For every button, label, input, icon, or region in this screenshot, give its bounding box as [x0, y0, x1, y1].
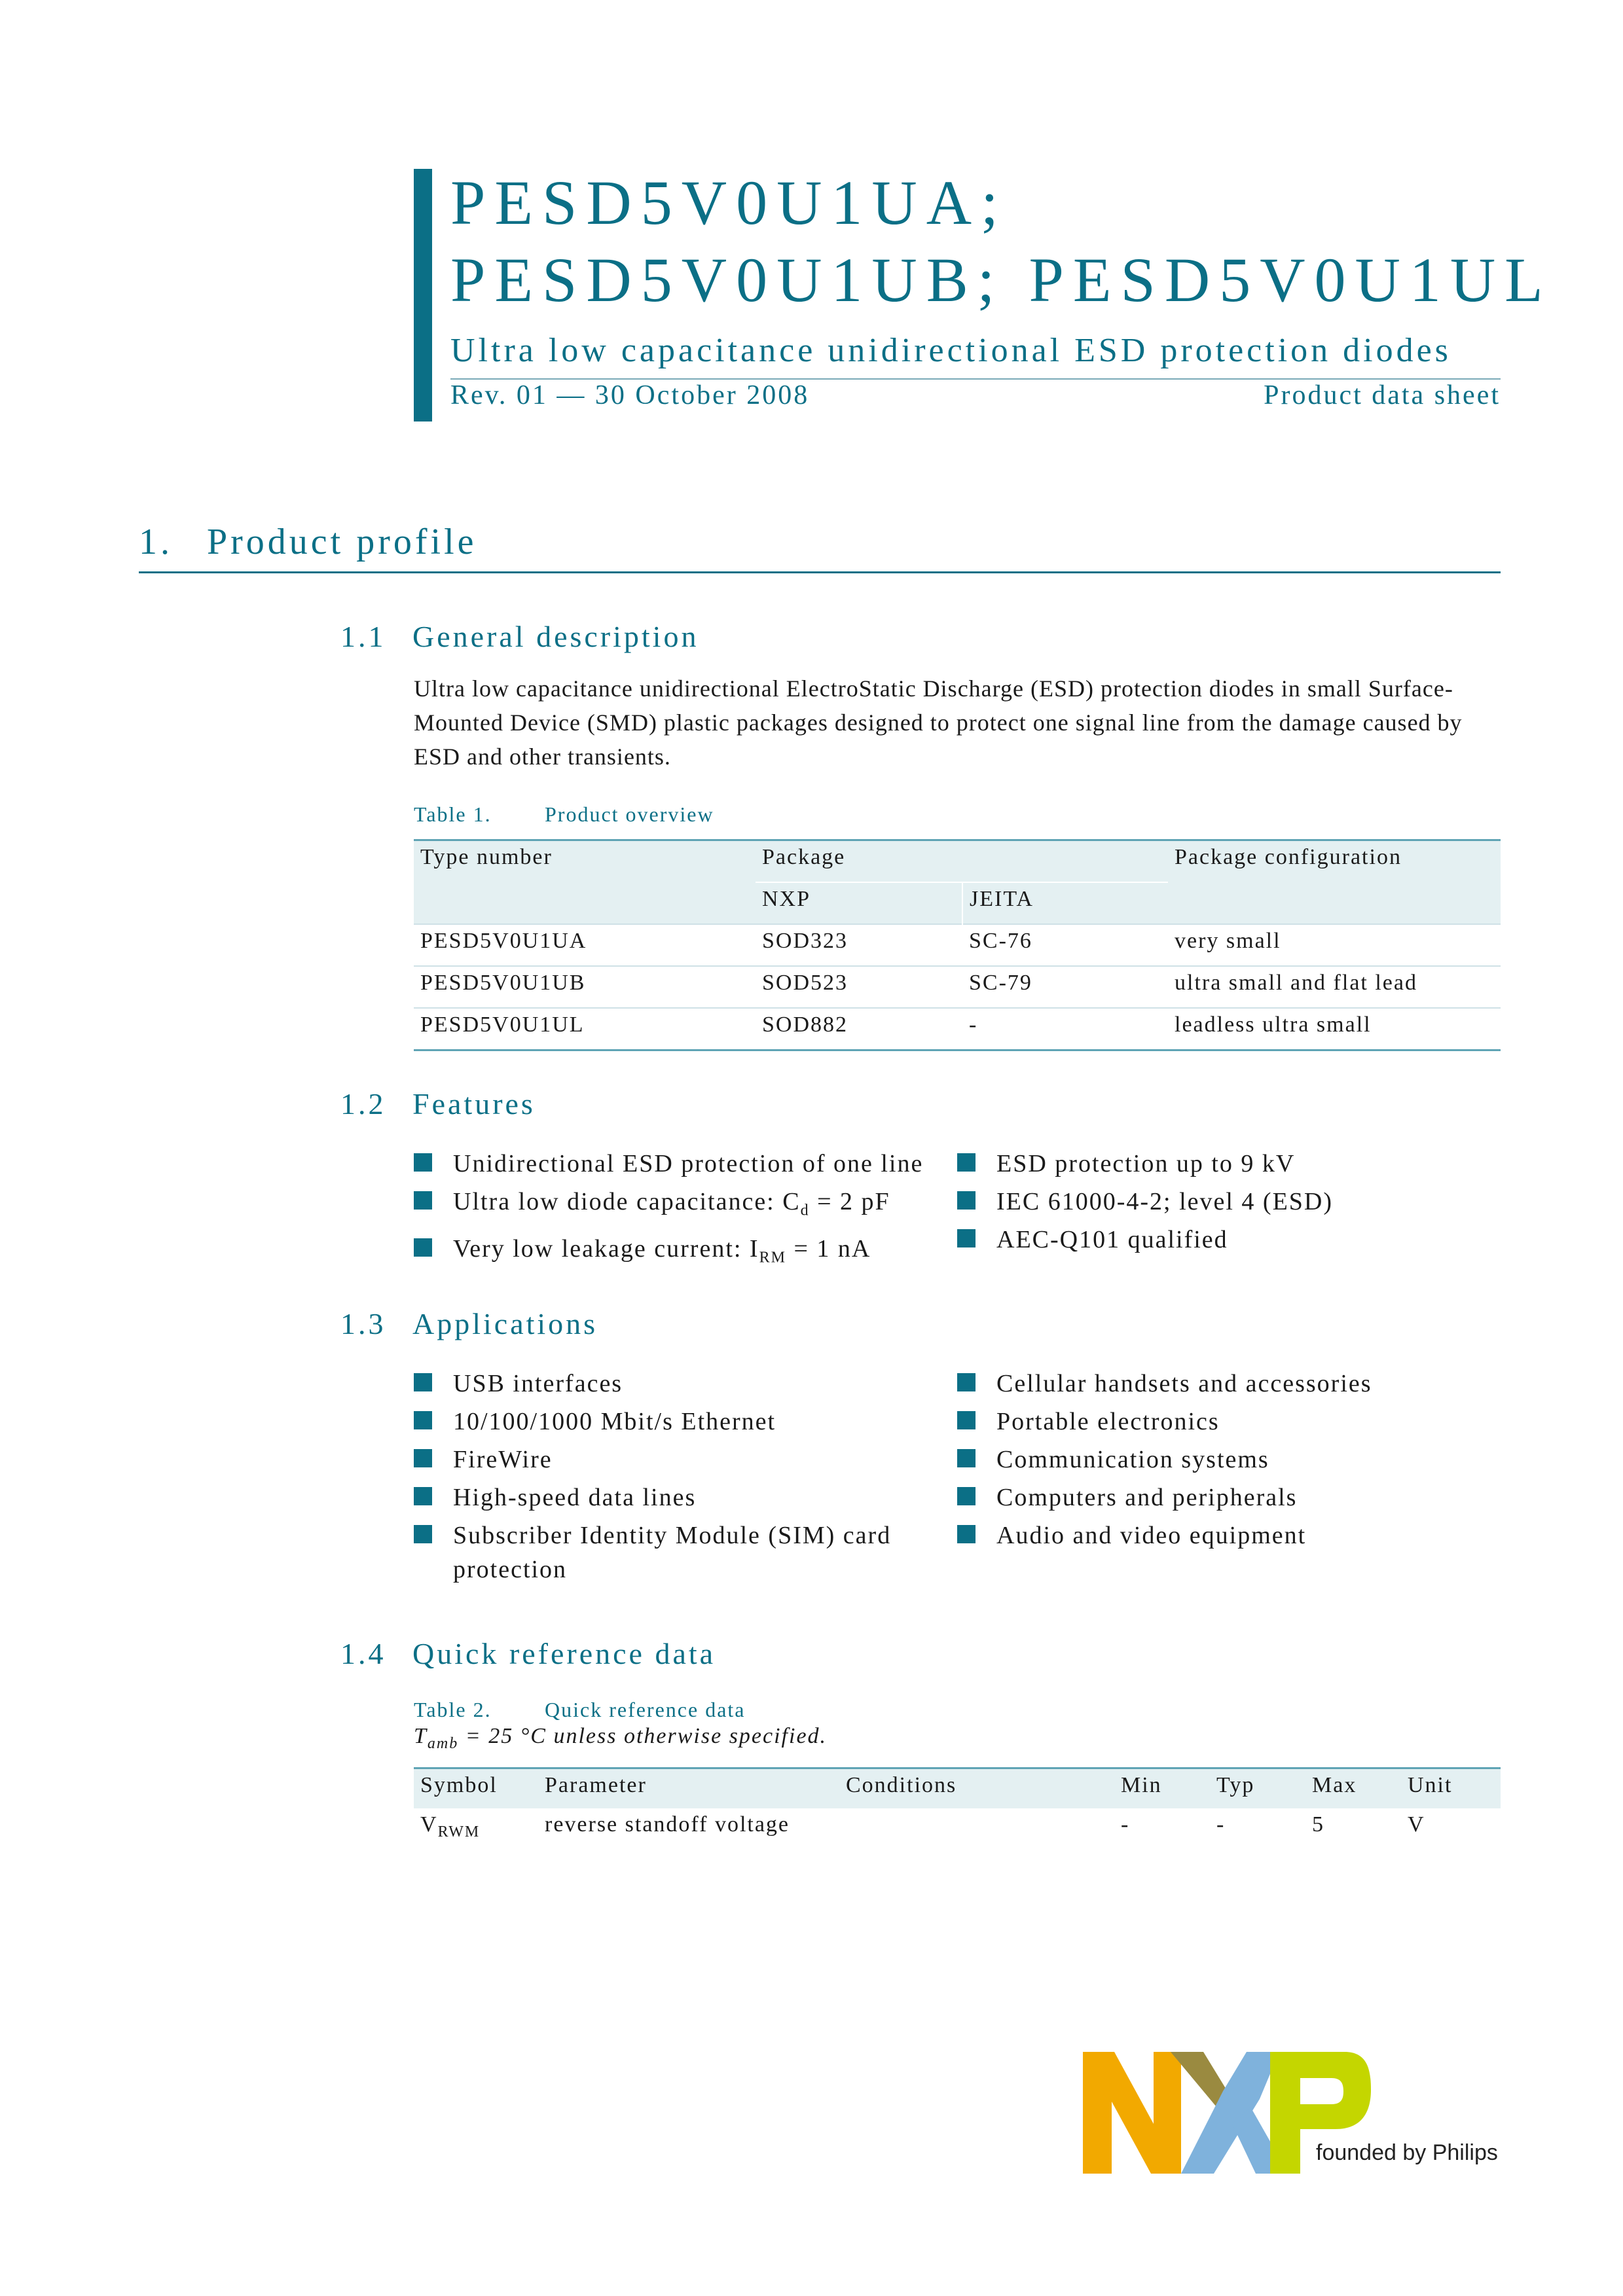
header-max: Max	[1305, 1768, 1401, 1809]
doc-subtitle: Ultra low capacitance unidirectional ESD protection diodes	[450, 332, 1451, 369]
list-item	[414, 1518, 931, 1587]
general-description-text: Ultra low capacitance unidirectional ElectroStatic Discharge (ESD) protection diodes in small Surface-Mounted Device (SMD) plastic packages designed to protect one signal line from the damage caused by ESD and other transients.	[414, 675, 1463, 770]
table-row	[414, 1808, 1501, 1849]
applications-list-right	[957, 1367, 1501, 1556]
header-unit: Unit	[1401, 1768, 1501, 1809]
subsection-title: Features	[412, 1087, 536, 1121]
cell-max: 5	[1312, 1812, 1324, 1837]
list-item-text: ESD protection up to 9 kV	[996, 1150, 1296, 1177]
table2-caption	[414, 1698, 745, 1722]
applications-list-left	[414, 1367, 931, 1590]
subsection-heading-general-description	[340, 619, 699, 654]
list-item-text-tail: = 2 pF	[809, 1188, 890, 1215]
square-bullet-icon	[957, 1373, 976, 1391]
table2-condition-note	[414, 1724, 827, 1753]
list-item	[957, 1480, 1501, 1515]
table-caption-text: Quick reference data	[545, 1698, 746, 1721]
cell-min: -	[1121, 1812, 1130, 1837]
features-list-left	[414, 1147, 951, 1278]
list-item-text: Ultra low diode capacitance: C	[453, 1188, 801, 1215]
list-item	[957, 1185, 1501, 1219]
list-item	[414, 1367, 931, 1401]
square-bullet-icon	[957, 1191, 976, 1210]
cell-nxp: SOD882	[756, 1008, 962, 1050]
cell-symbol	[414, 1808, 538, 1849]
subscript: RM	[759, 1249, 786, 1266]
header-min: Min	[1114, 1768, 1210, 1809]
list-item-text: Computers and peripherals	[996, 1484, 1298, 1511]
list-item-text: High-speed data lines	[453, 1484, 697, 1511]
subsection-heading-features	[340, 1086, 536, 1121]
section-divider	[139, 571, 1501, 573]
header-type-number: Type number	[414, 840, 756, 925]
list-item	[957, 1367, 1501, 1401]
header-typ: Typ	[1210, 1768, 1305, 1809]
list-item-text: IEC 61000-4-2; level 4 (ESD)	[996, 1188, 1334, 1215]
list-item-text: Portable electronics	[996, 1408, 1220, 1435]
product-overview-table	[414, 839, 1501, 1051]
subscript: RWM	[437, 1823, 481, 1840]
square-bullet-icon	[957, 1487, 976, 1505]
subscript: amb	[427, 1734, 459, 1752]
list-item-text: Very low leakage current: I	[453, 1234, 759, 1263]
subsection-heading-applications	[340, 1306, 598, 1341]
square-bullet-icon	[414, 1191, 432, 1210]
doc-title-line-1: PESD5V0U1UA;	[450, 168, 1008, 238]
condition-text: = 25 °C unless otherwise specified.	[458, 1724, 828, 1748]
list-item-text: Cellular handsets and accessories	[996, 1370, 1372, 1397]
square-bullet-icon	[414, 1238, 432, 1257]
list-item	[414, 1147, 951, 1181]
section-heading	[139, 521, 477, 563]
section-title: Product profile	[207, 522, 477, 562]
square-bullet-icon	[957, 1525, 976, 1543]
list-item	[957, 1147, 1501, 1181]
cell-jeita: SC-79	[962, 966, 1168, 1008]
square-bullet-icon	[414, 1487, 432, 1505]
subsection-title: Quick reference data	[412, 1637, 716, 1670]
subsection-title: General description	[412, 620, 699, 653]
cell-type: PESD5V0U1UA	[414, 924, 756, 966]
cell-unit: V	[1408, 1812, 1425, 1837]
cell-jeita: SC-76	[962, 924, 1168, 966]
table1-caption	[414, 802, 714, 827]
quick-reference-table	[414, 1767, 1501, 1849]
cell-typ: -	[1216, 1812, 1226, 1837]
list-item	[414, 1232, 951, 1275]
square-bullet-icon	[414, 1525, 432, 1543]
square-bullet-icon	[957, 1449, 976, 1467]
logo-tagline: founded by Philips	[1316, 2140, 1498, 2165]
condition-symbol: T	[414, 1724, 428, 1748]
cell-config: very small	[1168, 924, 1501, 966]
table-caption-text: Product overview	[545, 802, 714, 826]
square-bullet-icon	[957, 1153, 976, 1172]
table-row	[414, 924, 1501, 966]
cell-config: leadless ultra small	[1168, 1008, 1501, 1050]
list-item-text: Subscriber Identity Module (SIM) card protection	[453, 1522, 892, 1583]
header-package: Package	[756, 840, 1168, 883]
header-package-configuration: Package configuration	[1168, 840, 1501, 925]
doc-type: Product data sheet	[1264, 380, 1501, 410]
cell-nxp: SOD323	[756, 924, 962, 966]
list-item	[957, 1223, 1501, 1257]
list-item-text: USB interfaces	[453, 1370, 623, 1397]
square-bullet-icon	[957, 1411, 976, 1429]
list-item	[957, 1518, 1501, 1552]
subscript: d	[800, 1202, 810, 1219]
table-row	[414, 1008, 1501, 1050]
header-nxp: NXP	[756, 882, 962, 924]
list-item-text: FireWire	[453, 1446, 553, 1473]
cell-jeita: -	[962, 1008, 1168, 1050]
doc-title-line-2: PESD5V0U1UB; PESD5V0U1UL	[450, 245, 1552, 315]
table-caption-number: Table 2.	[414, 1698, 492, 1721]
header-conditions: Conditions	[839, 1768, 1114, 1809]
list-item-text-tail: = 1 nA	[786, 1234, 871, 1263]
list-item	[414, 1185, 951, 1228]
square-bullet-icon	[414, 1373, 432, 1391]
square-bullet-icon	[957, 1229, 976, 1247]
cell-parameter: reverse standoff voltage	[545, 1812, 790, 1837]
section-number: 1.	[139, 522, 173, 562]
list-item	[957, 1405, 1501, 1439]
list-item-text: Audio and video equipment	[996, 1522, 1307, 1549]
subsection-number: 1.2	[340, 1087, 386, 1121]
subsection-number: 1.3	[340, 1307, 386, 1340]
header-parameter: Parameter	[538, 1768, 839, 1809]
subsection-title: Applications	[412, 1307, 598, 1340]
list-item-text: Communication systems	[996, 1446, 1269, 1473]
list-item-text: 10/100/1000 Mbit/s Ethernet	[453, 1408, 776, 1435]
list-item-text: Unidirectional ESD protection of one line	[453, 1150, 924, 1177]
list-item-text: AEC-Q101 qualified	[996, 1226, 1228, 1253]
header-accent-bar	[414, 169, 432, 422]
list-item	[414, 1405, 931, 1439]
table-row	[414, 966, 1501, 1008]
cell-config: ultra small and flat lead	[1168, 966, 1501, 1008]
revision-date: Rev. 01 — 30 October 2008	[450, 380, 810, 410]
table-caption-number: Table 1.	[414, 802, 492, 826]
symbol-text: V	[420, 1812, 438, 1837]
logo-letter-n	[1083, 2052, 1181, 2174]
cell-type: PESD5V0U1UB	[414, 966, 756, 1008]
square-bullet-icon	[414, 1449, 432, 1467]
header-jeita: JEITA	[962, 882, 1168, 924]
cell-conditions	[839, 1808, 1114, 1849]
features-list-right	[957, 1147, 1501, 1261]
subsection-number: 1.4	[340, 1637, 386, 1670]
list-item	[957, 1443, 1501, 1477]
list-item	[414, 1480, 931, 1515]
square-bullet-icon	[414, 1411, 432, 1429]
cell-type: PESD5V0U1UL	[414, 1008, 756, 1050]
subsection-number: 1.1	[340, 620, 386, 653]
list-item	[414, 1443, 931, 1477]
cell-nxp: SOD523	[756, 966, 962, 1008]
subsection-heading-quick-reference	[340, 1636, 716, 1671]
header-symbol: Symbol	[414, 1768, 538, 1809]
square-bullet-icon	[414, 1153, 432, 1172]
